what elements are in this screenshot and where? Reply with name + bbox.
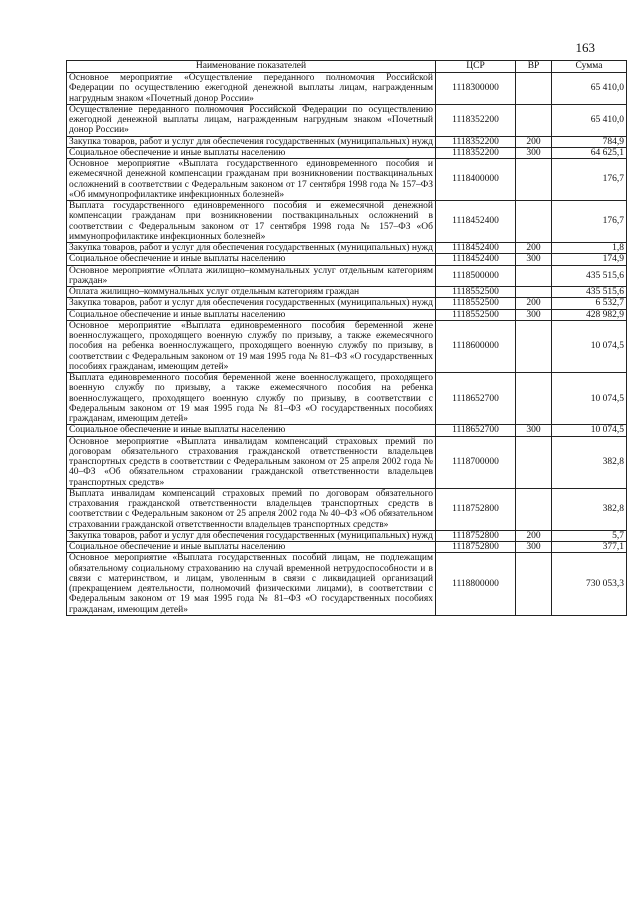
table-row	[67, 104, 627, 136]
row-code: 1118300000	[436, 73, 516, 105]
row-code: 1118700000	[436, 436, 516, 488]
row-vr	[516, 159, 552, 201]
header-sum: Сумма	[552, 61, 627, 73]
row-sum: 10 074,5	[552, 373, 627, 425]
row-sum: 64 625,1	[552, 147, 627, 158]
table-row	[67, 436, 627, 488]
row-sum: 6 532,7	[552, 298, 627, 309]
table-row	[67, 243, 627, 254]
row-vr	[516, 436, 552, 488]
row-sum: 176,7	[552, 159, 627, 201]
row-name: Основное мероприятие «Выплата инвалидам компенсаций страховых премий по договорам обязательного страхования гражданской ответственности владельцев транспортных средств в соответствии с Федеральным законом от 25 апреля 2002 года № 40–ФЗ «Об обязательном страховании гражданской ответственности владельцев транспортных средств»	[67, 436, 436, 488]
row-code: 1118752800	[436, 488, 516, 530]
table-row	[67, 530, 627, 541]
row-code: 1118452400	[436, 254, 516, 265]
row-vr: 200	[516, 136, 552, 147]
row-sum: 435 515,6	[552, 287, 627, 298]
row-sum: 10 074,5	[552, 425, 627, 436]
row-code: 1118752800	[436, 530, 516, 541]
row-code: 1118352200	[436, 104, 516, 136]
row-vr: 200	[516, 298, 552, 309]
row-name: Закупка товаров, работ и услуг для обеспечения государственных (муниципальных) нужд	[67, 530, 436, 541]
table-row	[67, 298, 627, 309]
row-vr	[516, 320, 552, 372]
row-code: 1118552500	[436, 309, 516, 320]
row-code: 1118552500	[436, 298, 516, 309]
table-row	[67, 136, 627, 147]
row-name: Закупка товаров, работ и услуг для обеспечения государственных (муниципальных) нужд	[67, 298, 436, 309]
table-row	[67, 320, 627, 372]
row-name: Основное мероприятие «Осуществление переданного полномочия Российской Федерации по осуществлению ежегодной денежной выплаты лицам, награжденным нагрудным знаком «Почетный донор России»	[67, 73, 436, 105]
row-sum: 377,1	[552, 542, 627, 553]
table-row	[67, 488, 627, 530]
row-code: 1118652700	[436, 373, 516, 425]
row-vr	[516, 73, 552, 105]
row-code: 1118352200	[436, 136, 516, 147]
row-vr: 200	[516, 530, 552, 541]
row-sum: 5,7	[552, 530, 627, 541]
table-row	[67, 287, 627, 298]
row-name: Выплата инвалидам компенсаций страховых премий по договорам обязательного страхования гражданской ответственности владельцев транспортных средств в соответствии с Федеральным законом от 25 апреля 2002 года № 40–ФЗ «Об обязательном страховании гражданской ответственности владельцев транспортных средств»	[67, 488, 436, 530]
row-vr: 300	[516, 425, 552, 436]
row-name: Основное мероприятие «Оплата жилищно–коммунальных услуг отдельным категориям граждан»	[67, 265, 436, 287]
row-sum: 382,8	[552, 436, 627, 488]
row-vr: 300	[516, 254, 552, 265]
row-code: 1118452400	[436, 243, 516, 254]
table-row	[67, 159, 627, 201]
row-vr	[516, 488, 552, 530]
table-header-row	[67, 61, 627, 73]
row-name: Выплата единовременного пособия беременной жене военнослужащего, проходящего военную службу по призыву, а также ежемесячного пособия на ребенка военнослужащего, проходящего военную службу по призыву, в соответствии с Федеральным законом от 19 мая 1995 года № 81–ФЗ «О государственных пособиях гражданам, имеющим детей»	[67, 373, 436, 425]
row-code: 1118800000	[436, 553, 516, 616]
row-sum: 382,8	[552, 488, 627, 530]
row-vr	[516, 201, 552, 243]
row-code: 1118652700	[436, 425, 516, 436]
row-vr: 300	[516, 542, 552, 553]
row-sum: 176,7	[552, 201, 627, 243]
row-sum: 428 982,9	[552, 309, 627, 320]
table-row	[67, 425, 627, 436]
table-row	[67, 309, 627, 320]
table-row	[67, 542, 627, 553]
row-code: 1118400000	[436, 159, 516, 201]
row-name: Осуществление переданного полномочия Российской Федерации по осуществлению ежегодной денежной выплаты лицам, награжденным нагрудным знаком «Почетный донор России»	[67, 104, 436, 136]
row-sum: 784,9	[552, 136, 627, 147]
table-row	[67, 265, 627, 287]
table-row	[67, 373, 627, 425]
header-csr: ЦСР	[436, 61, 516, 73]
row-sum: 65 410,0	[552, 73, 627, 105]
table-row	[67, 147, 627, 158]
row-vr	[516, 287, 552, 298]
table-row	[67, 553, 627, 616]
table-row	[67, 73, 627, 105]
row-name: Социальное обеспечение и иные выплаты населению	[67, 309, 436, 320]
table-row	[67, 254, 627, 265]
row-code: 1118600000	[436, 320, 516, 372]
table-row	[67, 201, 627, 243]
row-vr: 200	[516, 243, 552, 254]
row-code: 1118352200	[436, 147, 516, 158]
row-code: 1118752800	[436, 542, 516, 553]
row-vr	[516, 265, 552, 287]
row-name: Основное мероприятие «Выплата государственных пособий лицам, не подлежащим обязательному социальному страхованию на случай временной нетрудоспособности и в связи с материнством, и лицам, уволенным в связи с ликвидацией организаций (прекращением деятельности, полномочий физическими лицами), в соответствии с Федеральным законом от 19 мая 1995 года № 81–ФЗ «О государственных пособиях гражданам, имеющим детей»	[67, 553, 436, 616]
row-name: Социальное обеспечение и иные выплаты населению	[67, 542, 436, 553]
row-code: 1118452400	[436, 201, 516, 243]
budget-table	[66, 60, 627, 616]
row-name: Основное мероприятие «Выплата государственного единовременного пособия и ежемесячной денежной компенсации гражданам при возникновении поствакцинальных осложнений в соответствии с Федеральным законом от 17 сентября 1998 года № 157–ФЗ «Об иммунопрофилактике инфекционных болезней»	[67, 159, 436, 201]
row-sum: 174,9	[552, 254, 627, 265]
row-name: Основное мероприятие «Выплата единовременного пособия беременной жене военнослужащего, проходящего военную службу по призыву, а также ежемесячного пособия на ребенка военнослужащего, проходящего военную службу по призыву, в соответствии с Федеральным законом от 19 мая 1995 года № 81–ФЗ «О государственных пособиях гражданам, имеющим детей»	[67, 320, 436, 372]
row-vr	[516, 373, 552, 425]
header-name: Наименование показателей	[67, 61, 436, 73]
row-name: Социальное обеспечение и иные выплаты населению	[67, 254, 436, 265]
page-number: 163	[575, 40, 595, 55]
row-name: Оплата жилищно–коммунальных услуг отдельным категориям граждан	[67, 287, 436, 298]
row-code: 1118552500	[436, 287, 516, 298]
row-sum: 10 074,5	[552, 320, 627, 372]
row-vr	[516, 553, 552, 616]
header-vr: ВР	[516, 61, 552, 73]
row-sum: 1,8	[552, 243, 627, 254]
row-vr: 300	[516, 147, 552, 158]
row-name: Закупка товаров, работ и услуг для обеспечения государственных (муниципальных) нужд	[67, 136, 436, 147]
row-vr: 300	[516, 309, 552, 320]
row-sum: 65 410,0	[552, 104, 627, 136]
row-name: Социальное обеспечение и иные выплаты населению	[67, 147, 436, 158]
row-name: Социальное обеспечение и иные выплаты населению	[67, 425, 436, 436]
row-vr	[516, 104, 552, 136]
row-sum: 435 515,6	[552, 265, 627, 287]
row-sum: 730 053,3	[552, 553, 627, 616]
row-code: 1118500000	[436, 265, 516, 287]
row-name: Закупка товаров, работ и услуг для обеспечения государственных (муниципальных) нужд	[67, 243, 436, 254]
row-name: Выплата государственного единовременного пособия и ежемесячной денежной компенсации гражданам при возникновении поствакцинальных осложнений в соответствии с Федеральным законом от 17 сентября 1998 года № 157–ФЗ «Об иммунопрофилактике инфекционных болезней»	[67, 201, 436, 243]
